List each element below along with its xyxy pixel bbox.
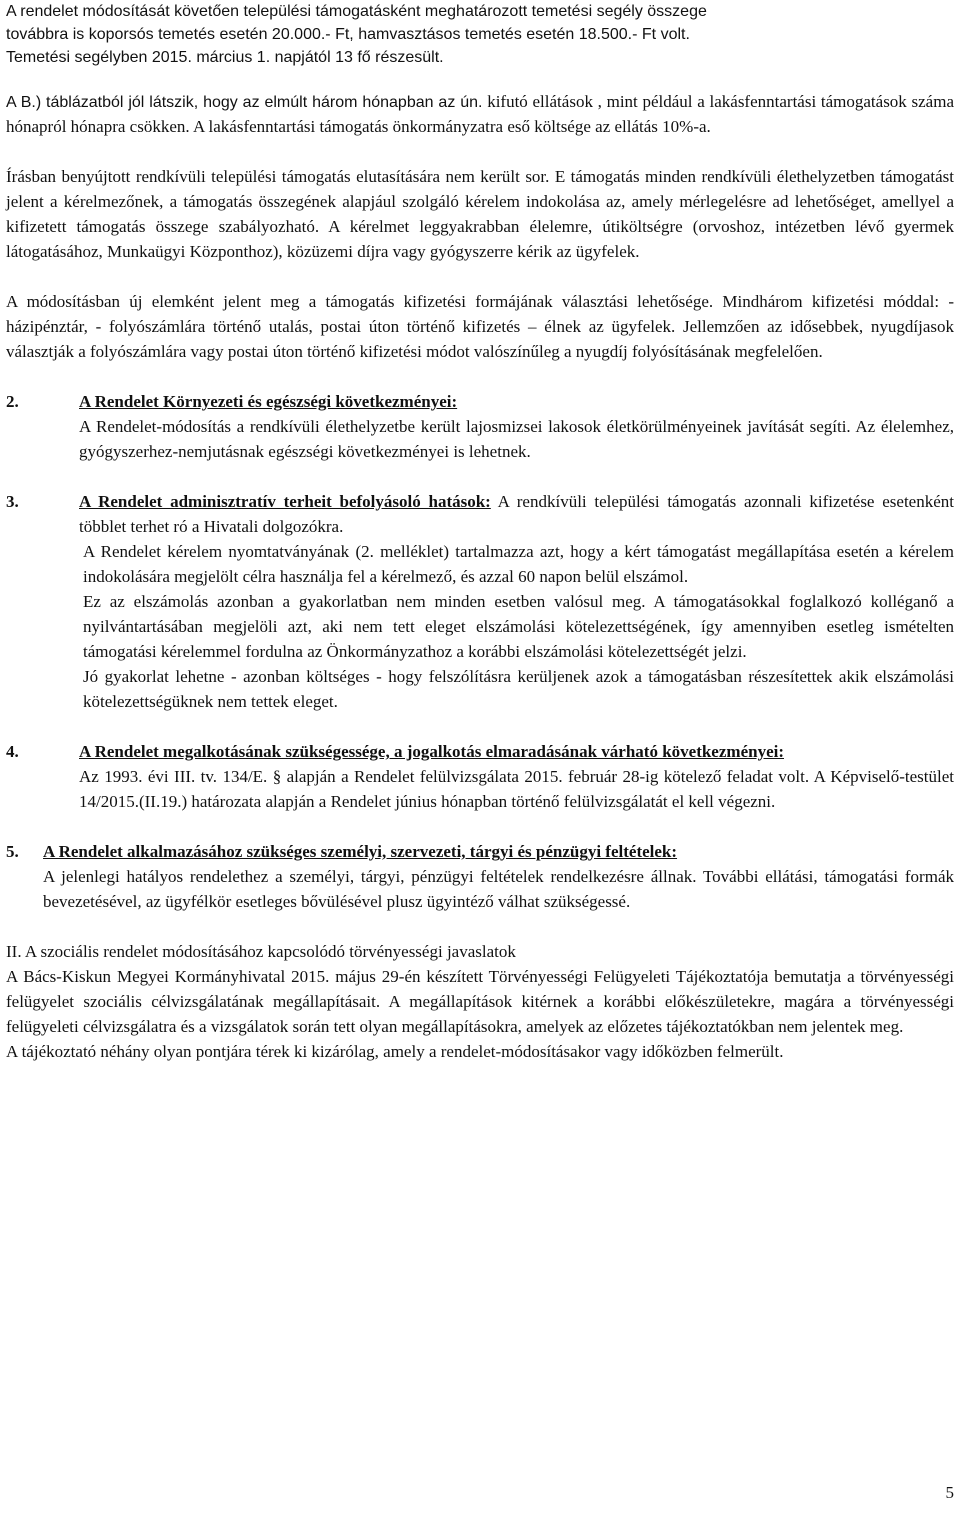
temetesi-line-2: továbbra is koporsós temetés esetén 20.000.- Ft, hamvasztásos temetés esetén 18.500.- Ft volt. bbox=[6, 26, 690, 43]
page-number: 5 bbox=[945, 1483, 954, 1502]
section-4 bbox=[6, 739, 954, 814]
tablazat-paragraph bbox=[6, 89, 954, 139]
section-3-paragraph-4: Jó gyakorlat lehetne - azonban költséges - hogy felszólításra kerüljenek azok a támogatásban részesítettek akik elszámolási kötelezettségüknek nem tettek eleget. bbox=[83, 667, 954, 711]
section-4-heading: A Rendelet megalkotásának szükségessége, a jogalkotás elmaradásának várható következményei: bbox=[79, 742, 784, 761]
section-2-number: 2. bbox=[6, 392, 19, 411]
section-5 bbox=[6, 839, 954, 914]
irasban-paragraph: Írásban benyújtott rendkívüli települési támogatás elutasítására nem került sor. E támogatás minden rendkívüli élethelyzetben támogatást jelent a kérelmezőnek, a támogatás összegének alapjául szolgáló kérelem indokolása az, amely mérlegelésre ad lehetőséget, amellyel a kifizetett támogatás összege szabályozható. A kérelmet leggyakrabban élelemre, útiköltségre (orvoshoz, intézetben lévő gyermek látogatásához, Munkaügyi Központhoz), közüzemi díjra vagy gyógyszerre kérik az ügyfelek. bbox=[6, 167, 954, 261]
section-5-number: 5. bbox=[6, 842, 19, 861]
section-2-heading: A Rendelet Környezeti és egészségi következményei: bbox=[79, 392, 458, 411]
section-3-paragraph-2: A Rendelet kérelem nyomtatványának (2. melléklet) tartalmazza azt, hogy a kért támogatást megállapítása esetén a kérelem indokolására megjelölt célra használja fel a kérelmező, és azzal 60 napon belül elszámol. bbox=[83, 542, 954, 586]
section-5-heading: A Rendelet alkalmazásához szükséges személyi, szervezeti, tárgyi és pénzügyi feltételek: bbox=[43, 842, 678, 861]
section-2-body: A Rendelet-módosítás a rendkívüli élethelyzetbe került lajosmizsei lakosok életkörülményeinek javítását segíti. Az élelemhez, gyógyszerhez-nemjutásnak egészségi következményei is lehetnek. bbox=[79, 417, 954, 461]
modositas-paragraph: A módosításban új elemként jelent meg a támogatás kifizetési formájának választási lehetősége. Mindhárom kifizetési móddal: - házipénztár, - folyószámlára történő utalás, postai úton történő kifizetés – élnek az ügyfelek. Jellemzően az idősebbek, nyugdíjasok választják a folyószámlára vagy postai úton történő kifizetési módot valószínűleg a nyugdíj folyósításának megfelelően. bbox=[6, 292, 954, 361]
section-4-number: 4. bbox=[6, 742, 19, 761]
tablazat-paragraph-rest: kifutó ellátások , mint például a lakásfenntartási támogatások száma hónapról hónapra csökken. A lakásfenntartási támogatás önkormányzatra eső költsége az ellátás 10%-a. bbox=[6, 92, 954, 136]
temetesi-line-3: Temetési segélyben 2015. március 1. napjától 13 fő részesült. bbox=[6, 49, 444, 66]
section-3-body: A rendkívüli települési támogatás azonnali kifizetése esetenként többlet terhet ró a Hivatali dolgozókra. bbox=[79, 492, 954, 536]
section-3-heading: A Rendelet adminisztratív terheit befolyásoló hatások: bbox=[79, 492, 491, 511]
temetesi-segely-paragraph bbox=[6, 0, 954, 69]
section-3-number: 3. bbox=[6, 492, 19, 511]
part-2-paragraph-2: A tájékoztató néhány olyan pontjára térek ki kizárólag, amely a rendelet-módosításakor vagy időközben felmerült. bbox=[6, 1042, 784, 1061]
tablazat-paragraph-start: A B.) táblázatból jól látszik, hogy az elmúlt három hónapban az ún. bbox=[6, 94, 483, 111]
section-3-paragraph-3: Ez az elszámolás azonban a gyakorlatban nem minden esetben valósul meg. A támogatásokkal foglalkozó kolléganő a nyilvántartásában megjelöli azt, aki nem tett eleget elszámolási kötelezettségének, így amennyiben esetleg ismételten támogatási kérelemmel fordulna az Önkormányzathoz a korábbi elszámolási kötelezettségét jelzi. bbox=[83, 592, 954, 661]
section-4-body: Az 1993. évi III. tv. 134/E. § alapján a Rendelet felülvizsgálata 2015. február 28-ig kötelező feladat volt. A Képviselő-testület 14/2015.(II.19.) határozata alapján a Rendelet június hónapban történő felülvizsgálatát el kell végezni. bbox=[79, 767, 954, 811]
section-5-body: A jelenlegi hatályos rendelethez a személyi, tárgyi, pénzügyi feltételek rendelkezésre állnak. További ellátási, támogatási formák bevezetésével, az ügyfélkör esetleges bővülésével plusz ügyintéző válhat szükségessé. bbox=[43, 867, 954, 911]
section-3 bbox=[6, 489, 954, 714]
part-2-paragraph-1: A Bács-Kiskun Megyei Kormányhivatal 2015. május 29-én készített Törvényességi Felügyeleti Tájékoztatója bemutatja a törvényességi felügyelet szociális célvizsgálatának megállapításait. A megállapítások kitérnek a korábbi előkészületekre, magára a törvényességi felügyeleti célvizsgálatra és a vizsgálatok során tett olyan megállapításokra, amelyek az előzetes tájékoztatókban nem jelentek meg. bbox=[6, 967, 954, 1036]
section-2 bbox=[6, 389, 954, 464]
temetesi-line-1: A rendelet módosítását követően települési támogatásként meghatározott temetési segély összege bbox=[6, 3, 707, 20]
part-2-title: II. A szociális rendelet módosításához kapcsolódó törvényességi javaslatok bbox=[6, 942, 516, 961]
